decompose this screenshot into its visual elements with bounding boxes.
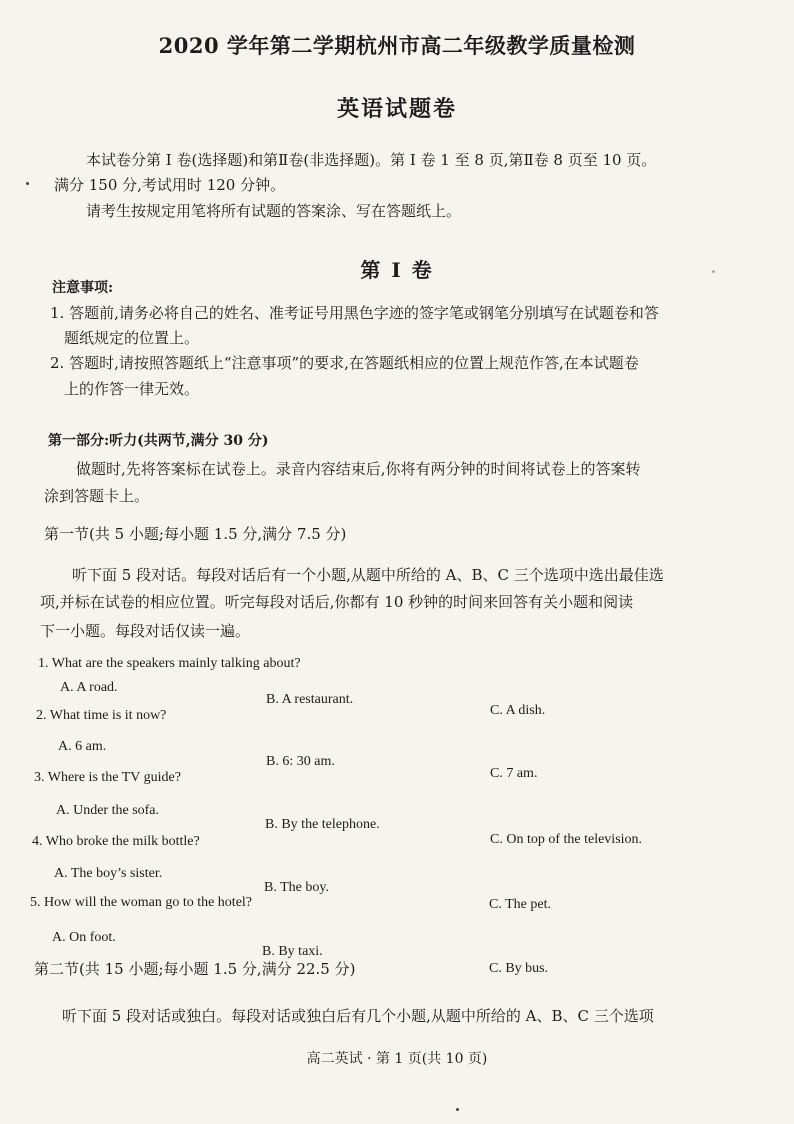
scan-speck: [26, 182, 29, 185]
q1-option-c: C. A dish.: [490, 703, 546, 718]
part1-desc-line-2: 涂到答题卡上。: [44, 487, 150, 505]
section1-heading: 第一节(共 5 小题;每小题 1.5 分,满分 7.5 分): [44, 525, 347, 543]
q5-option-c: C. By bus.: [489, 961, 549, 976]
section1-desc-line-2: 项,并标在试卷的相应位置。听完每段对话后,你都有 10 秒钟的时间来回答有关小题和阅读: [40, 593, 634, 611]
question-5: 5. How will the woman go to the hotel?: [30, 895, 253, 910]
q4-option-c: C. The pet.: [489, 897, 551, 912]
notes-heading: 注意事项:: [52, 280, 114, 296]
scan-speck: [456, 1108, 459, 1111]
q1-option-a: A. A road.: [60, 680, 118, 695]
section2-desc-line-1: 听下面 5 段对话或独白。每段对话或独白后有几个小题,从题中所给的 A、B、C 三个选项: [62, 1007, 654, 1025]
question-2: 2. What time is it now?: [36, 708, 167, 723]
intro-line-3: 请考生按规定用笔将所有试题的答案涂、写在答题纸上。: [86, 202, 462, 220]
question-3: 3. Where is the TV guide?: [34, 770, 181, 785]
question-4: 4. Who broke the milk bottle?: [32, 834, 200, 849]
q2-option-a: A. 6 am.: [58, 739, 107, 754]
note-2-line-1: 2. 答题时,请按照答题纸上“注意事项”的要求,在答题纸相应的位置上规范作答,在本试题卷: [50, 354, 639, 372]
q3-option-b: B. By the telephone.: [265, 817, 380, 832]
volume-title: 第 I 卷: [360, 258, 434, 282]
q4-option-a: A. The boy’s sister.: [54, 866, 163, 881]
intro-line-1: 本试卷分第 I 卷(选择题)和第Ⅱ卷(非选择题)。第 I 卷 1 至 8 页,第Ⅱ卷 8 页至 10 页。: [86, 151, 657, 169]
section1-desc-line-3: 下一小题。每段对话仅读一遍。: [40, 622, 251, 640]
q1-option-b: B. A restaurant.: [266, 692, 354, 707]
note-1-line-1: 1. 答题前,请务必将自己的姓名、准考证号用黑色字迹的签字笔或钢笔分别填写在试题卷和答: [50, 304, 659, 322]
part1-desc-line-1: 做题时,先将答案标在试卷上。录音内容结束后,你将有两分钟的时间将试卷上的答案转: [76, 460, 641, 478]
note-2-line-2: 上的作答一律无效。: [64, 380, 200, 398]
question-1: 1. What are the speakers mainly talking about?: [38, 656, 301, 671]
q3-option-c: C. On top of the television.: [490, 832, 643, 847]
q5-option-b: B. By taxi.: [262, 944, 323, 959]
q5-option-a: A. On foot.: [52, 930, 116, 945]
q2-option-b: B. 6: 30 am.: [266, 754, 335, 769]
q2-option-c: C. 7 am.: [490, 766, 538, 781]
part1-heading: 第一部分:听力(共两节,满分 30 分): [48, 433, 269, 449]
page-footer: 高二英试 · 第 1 页(共 10 页): [306, 1051, 488, 1067]
paper-subtitle: 英语试题卷: [336, 96, 457, 122]
intro-line-2: 满分 150 分,考试用时 120 分钟。: [54, 176, 286, 194]
q3-option-a: A. Under the sofa.: [56, 803, 160, 818]
q4-option-b: B. The boy.: [264, 880, 329, 895]
note-1-line-2: 题纸规定的位置上。: [64, 329, 200, 347]
section2-heading: 第二节(共 15 小题;每小题 1.5 分,满分 22.5 分): [34, 960, 356, 978]
exam-title: 2020 学年第二学期杭州市高二年级教学质量检测: [158, 33, 636, 58]
section1-desc-line-1: 听下面 5 段对话。每段对话后有一个小题,从题中所给的 A、B、C 三个选项中选出最佳选: [72, 566, 664, 584]
scan-speck: [712, 270, 715, 273]
